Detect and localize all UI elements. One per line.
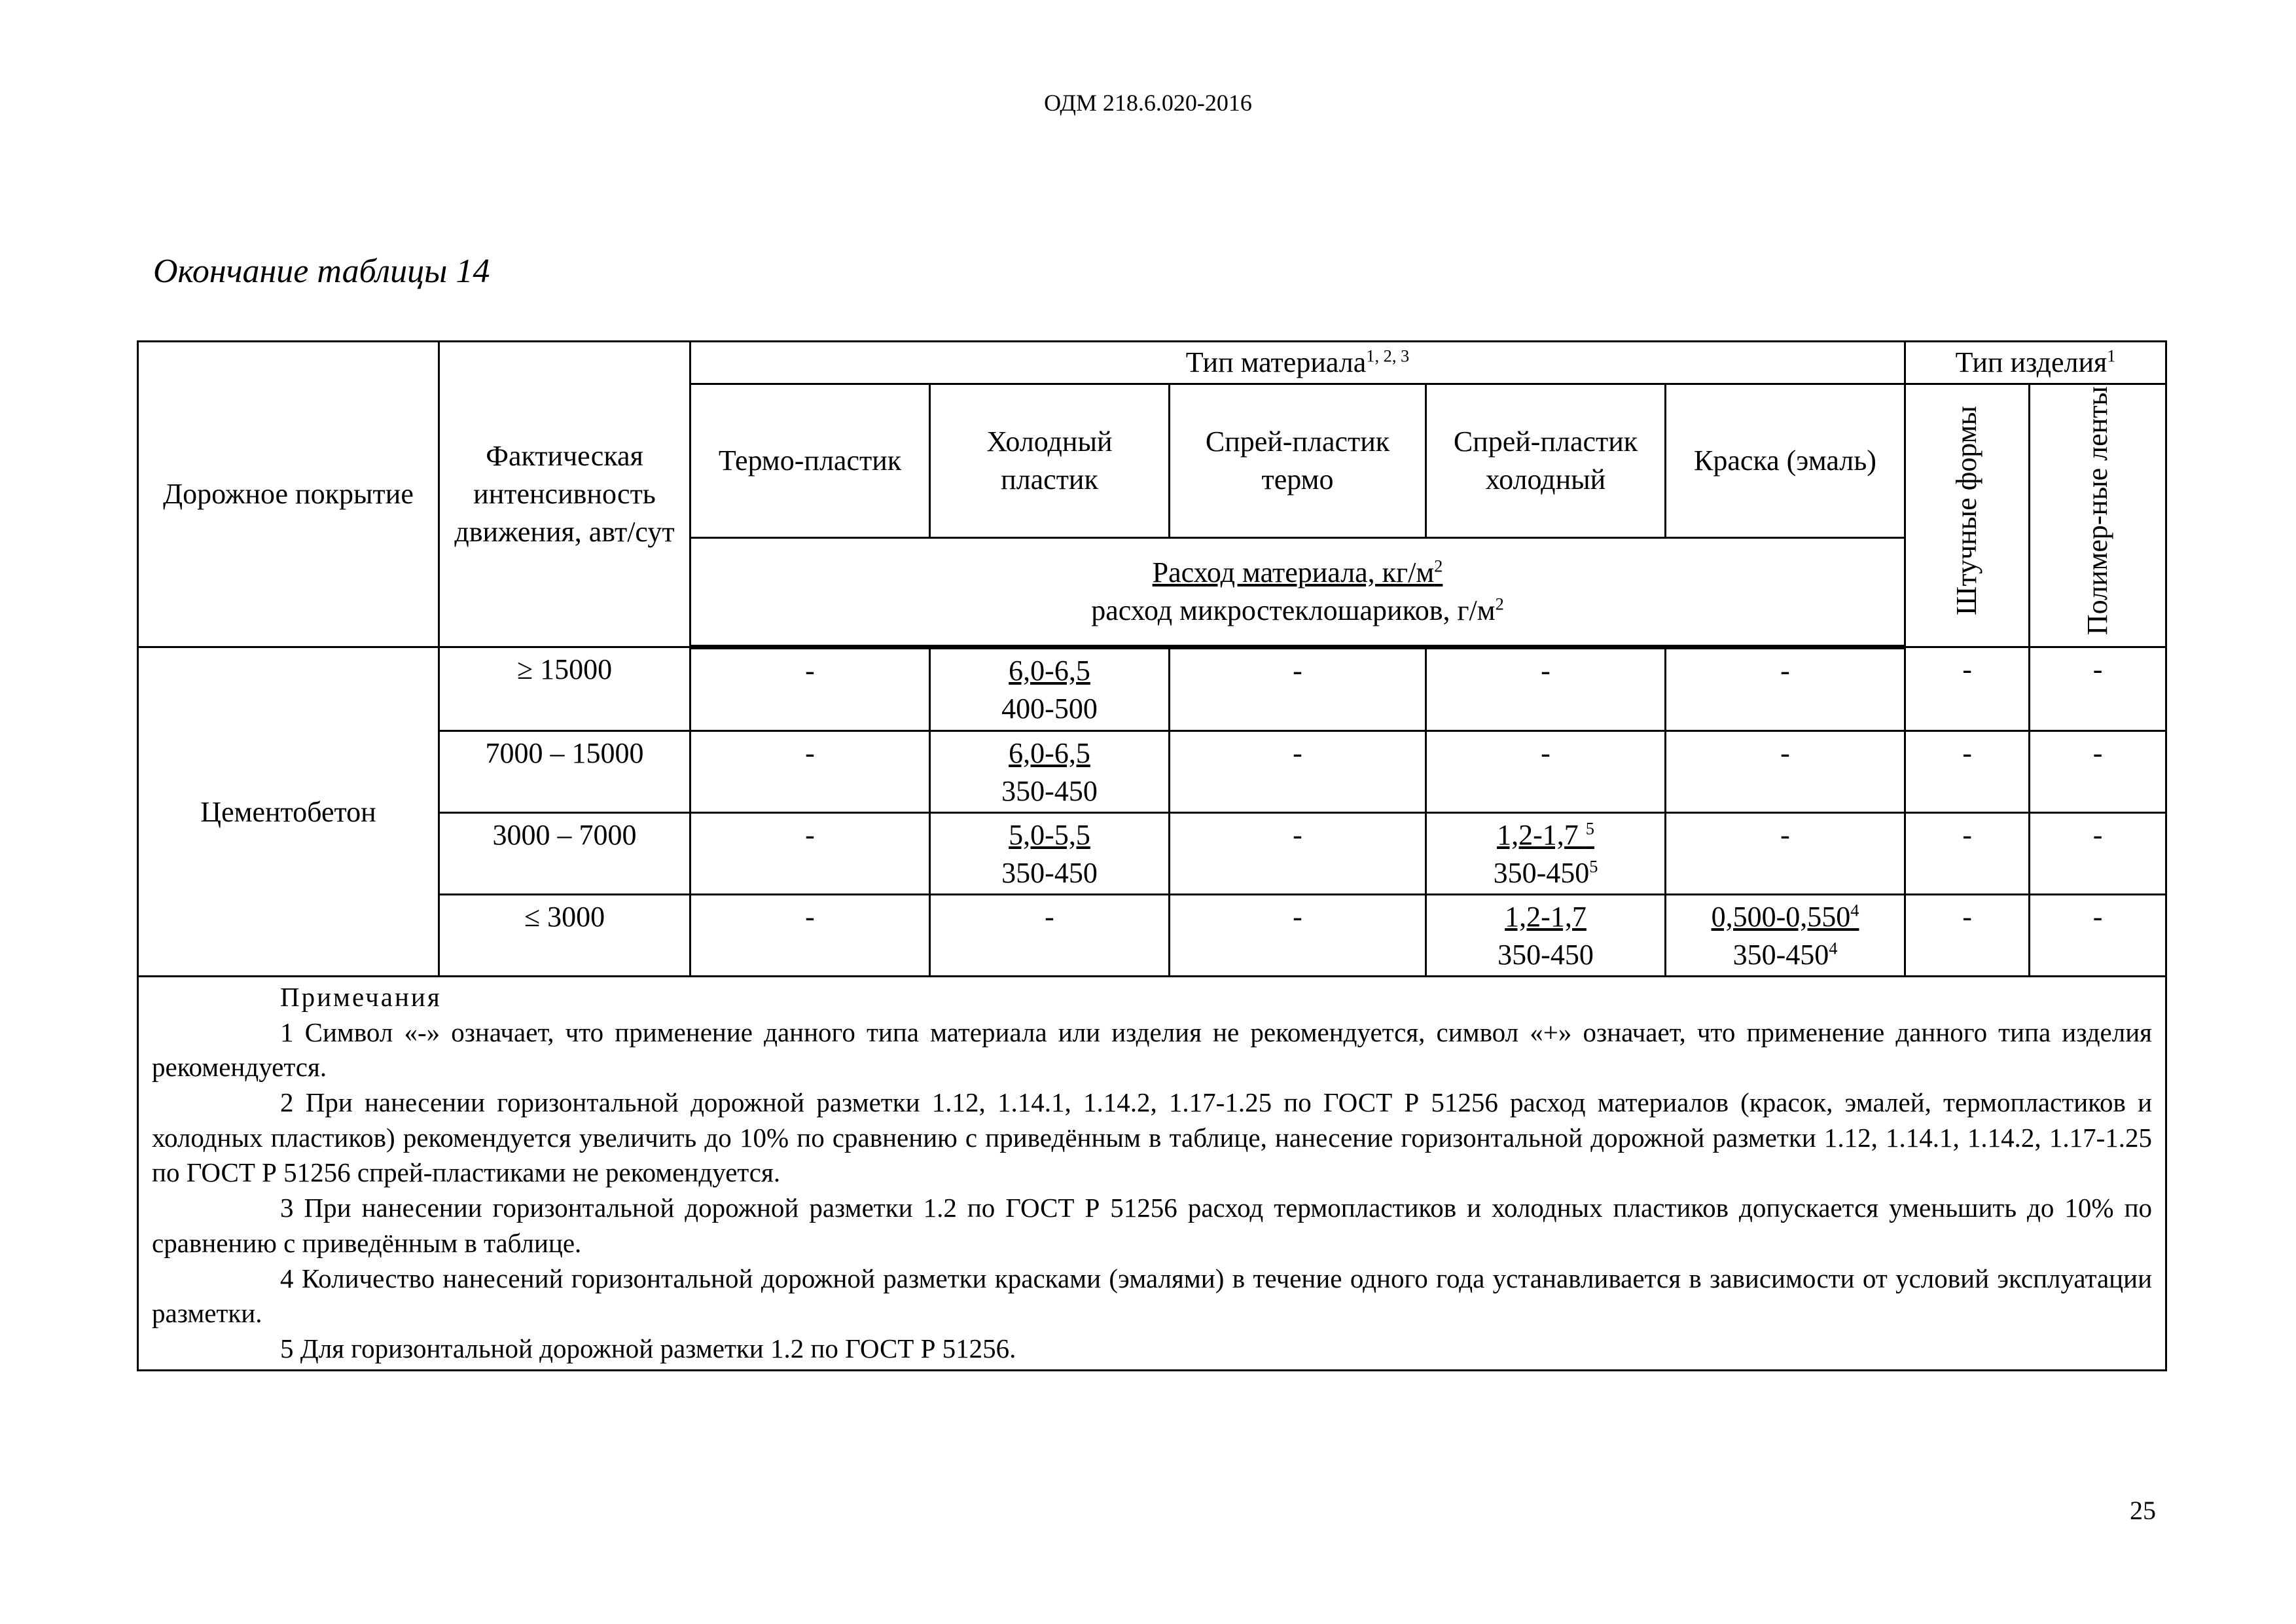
- road-surface-cell: [138, 647, 439, 977]
- consumption-material-sup: 2: [1434, 556, 1443, 576]
- header-product-col: [1905, 384, 2030, 647]
- not-recommended-mark: -: [1293, 655, 1302, 687]
- traffic-value: ≤ 3000: [524, 900, 605, 933]
- value-cell: [1666, 731, 1905, 812]
- value-cell: [2030, 812, 2166, 894]
- header-material-col: [1170, 384, 1426, 538]
- not-recommended-mark: -: [805, 900, 815, 933]
- page-number: 25: [2130, 1496, 2156, 1525]
- not-recommended-mark: -: [1541, 655, 1551, 687]
- value-cell: [2030, 894, 2166, 976]
- not-recommended-mark: -: [2092, 900, 2103, 933]
- not-recommended-mark: -: [1293, 736, 1302, 769]
- header-product-type: [1905, 342, 2166, 384]
- header-material-type-text: Тип материала: [1185, 346, 1367, 378]
- value-cell: [1426, 647, 1666, 731]
- table-row: [138, 812, 2166, 894]
- note-item: 1 Символ «-» означает, что применение данного типа материала или изделия не рекомендуется, символ «+» означает, что применение данного типа изделия рекомендуется.: [152, 1017, 2153, 1083]
- material-consumption-text: 0,500-0,550: [1711, 900, 1851, 933]
- note-item: 5 Для горизонтальной дорожной разметки 1.2 по ГОСТ Р 51256.: [280, 1333, 1016, 1363]
- notes-title: Примечания: [280, 981, 442, 1012]
- not-recommended-mark: -: [1293, 900, 1302, 933]
- header-traffic-intensity: [439, 342, 691, 647]
- not-recommended-mark: -: [805, 655, 815, 687]
- note-item: 4 Количество нанесений горизонтальной дорожной разметки красками (эмалями) в течение одного года устанавливается в зависимости от условий эксплуатации разметки.: [152, 1263, 2153, 1329]
- material-consumption-text: 6,0-6,5: [1009, 655, 1090, 687]
- beads-consumption-text: 350-450: [1498, 938, 1594, 971]
- beads-consumption-value: [1431, 936, 1660, 974]
- beads-consumption-text: 350-450: [1001, 856, 1098, 889]
- value-cell: [1170, 647, 1426, 731]
- traffic-cell: [439, 812, 691, 894]
- header-material-col-text: Термо-пластик: [718, 444, 902, 477]
- header-material-col-text: Спрей-пластик холодный: [1453, 425, 1638, 496]
- value-cell: [1905, 894, 2030, 976]
- footnote-ref: 5: [1585, 818, 1594, 838]
- table-caption: Окончание таблицы 14: [153, 253, 490, 290]
- header-material-col: [930, 384, 1170, 538]
- header-material-type-footnote: 1, 2, 3: [1366, 346, 1410, 366]
- value-cell: [1666, 812, 1905, 894]
- value-cell: [1905, 731, 2030, 812]
- value-cell: [691, 647, 930, 731]
- material-consumption-text: 5,0-5,5: [1009, 818, 1090, 851]
- material-consumption-text: 1,2-1,7: [1505, 900, 1587, 933]
- traffic-cell: [439, 731, 691, 812]
- beads-consumption-text: 350-450: [1732, 938, 1829, 971]
- not-recommended-mark: -: [1541, 736, 1551, 769]
- material-consumption-text: 6,0-6,5: [1009, 736, 1090, 769]
- not-recommended-mark: -: [2092, 818, 2103, 851]
- table-row: [138, 894, 2166, 976]
- value-cell: [1170, 812, 1426, 894]
- material-consumption-value: [935, 734, 1164, 772]
- traffic-value: ≥ 15000: [516, 653, 613, 686]
- traffic-cell: [439, 894, 691, 976]
- header-material-col: [1666, 384, 1905, 538]
- consumption-beads-label: [695, 592, 1900, 630]
- value-cell: [2030, 731, 2166, 812]
- header-material-col-text: Холодный пластик: [986, 425, 1113, 496]
- material-consumption-value: [1431, 898, 1660, 936]
- not-recommended-mark: -: [805, 818, 815, 851]
- value-cell: [1170, 894, 1426, 976]
- header-traffic-intensity-text: Фактическая интенсивность движения, авт/сут: [454, 440, 675, 549]
- not-recommended-mark: -: [1045, 900, 1054, 933]
- header-road-surface: [138, 342, 439, 647]
- value-cell: [691, 812, 930, 894]
- header-material-col: [1426, 384, 1666, 538]
- beads-consumption-text: 350-450: [1493, 856, 1590, 889]
- value-cell: [930, 894, 1170, 976]
- consumption-beads-text: расход микростеклошариков, г/м: [1091, 594, 1496, 626]
- not-recommended-mark: -: [2092, 736, 2103, 769]
- header-road-surface-text: Дорожное покрытие: [163, 478, 414, 511]
- note-item: 3 При нанесении горизонтальной дорожной разметки 1.2 по ГОСТ Р 51256 расход термопластиков и холодных пластиков допускается уменьшить до 10% по сравнению с приведённым в таблице.: [152, 1193, 2153, 1258]
- table-data-body: [138, 647, 2166, 977]
- material-consumption-value: [935, 652, 1164, 690]
- value-cell: [930, 731, 1170, 812]
- not-recommended-mark: -: [1293, 818, 1302, 851]
- beads-consumption-text: 350-450: [1001, 774, 1098, 807]
- material-consumption-value: [935, 816, 1164, 854]
- header-consumption: [691, 537, 1905, 647]
- header-product-type-text: Тип изделия: [1955, 346, 2108, 378]
- beads-consumption-value: [935, 854, 1164, 892]
- header-material-type: [691, 342, 1905, 384]
- consumption-beads-sup: 2: [1495, 594, 1504, 614]
- value-cell: [930, 812, 1170, 894]
- value-cell: [691, 731, 930, 812]
- table-row: [138, 647, 2166, 731]
- material-consumption-value: [1431, 816, 1660, 854]
- header-material-col-text: Спрей-пластик термо: [1205, 425, 1390, 496]
- consumption-material-text: Расход материала, кг/м: [1152, 556, 1435, 588]
- material-consumption-table: [137, 340, 2167, 1371]
- header-material-col: [691, 384, 930, 538]
- not-recommended-mark: -: [1780, 655, 1790, 687]
- value-cell: [1905, 647, 2030, 731]
- beads-consumption-value: [1670, 936, 1900, 974]
- not-recommended-mark: -: [2092, 653, 2103, 686]
- not-recommended-mark: -: [1780, 736, 1790, 769]
- header-product-col-text: Штучные формы: [1950, 406, 1983, 616]
- beads-consumption-value: [935, 772, 1164, 810]
- value-cell: [1170, 731, 1426, 812]
- traffic-cell: [439, 647, 691, 731]
- beads-consumption-text: 400-500: [1001, 693, 1098, 725]
- traffic-value: 7000 – 15000: [485, 736, 644, 769]
- traffic-value: 3000 – 7000: [492, 818, 637, 851]
- header-product-col-text: Полимер-ные ленты: [2081, 386, 2113, 636]
- value-cell: [2030, 647, 2166, 731]
- not-recommended-mark: -: [1962, 736, 1972, 769]
- value-cell: [1666, 647, 1905, 731]
- header-product-col: [2030, 384, 2166, 647]
- road-surface-value: Цементобетон: [200, 796, 376, 829]
- beads-consumption-value: [935, 690, 1164, 728]
- header-material-col-text: Краска (эмаль): [1694, 444, 1876, 477]
- value-cell: [930, 647, 1170, 731]
- beads-consumption-value: [1431, 854, 1660, 892]
- note-item: 2 При нанесении горизонтальной дорожной разметки 1.12, 1.14.1, 1.14.2, 1.17-1.25 по ГОСТ Р 51256 расход материалов (красок, эмалей, термопластиков и холодных пластиков) рекомендуется увеличить до 10% по сравнению с приведённым в таблице, нанесение горизонтальной дорожной разметки 1.12, 1.14.1, 1.14.2, 1.17-1.25 по ГОСТ Р 51256 спрей-пластиками не рекомендуется.: [152, 1087, 2153, 1188]
- not-recommended-mark: -: [1962, 653, 1972, 686]
- consumption-material-label: [695, 554, 1900, 592]
- table-row: [138, 731, 2166, 812]
- material-consumption-value: [1670, 898, 1900, 936]
- value-cell: [1905, 812, 2030, 894]
- header-product-type-footnote: 1: [2107, 346, 2116, 366]
- not-recommended-mark: -: [1780, 818, 1790, 851]
- value-cell: [1426, 731, 1666, 812]
- value-cell: [1426, 894, 1666, 976]
- footnote-ref: 4: [1850, 900, 1859, 920]
- material-consumption-text: 1,2-1,7: [1497, 818, 1586, 851]
- notes-section: [138, 976, 2166, 1370]
- not-recommended-mark: -: [805, 736, 815, 769]
- document-code-header: ОДМ 218.6.020-2016: [1044, 90, 1252, 116]
- not-recommended-mark: -: [1962, 900, 1972, 933]
- footnote-ref: 4: [1829, 938, 1838, 958]
- value-cell: [1426, 812, 1666, 894]
- footnote-ref: 5: [1589, 856, 1598, 876]
- not-recommended-mark: -: [1962, 818, 1972, 851]
- value-cell: [1666, 894, 1905, 976]
- value-cell: [691, 894, 930, 976]
